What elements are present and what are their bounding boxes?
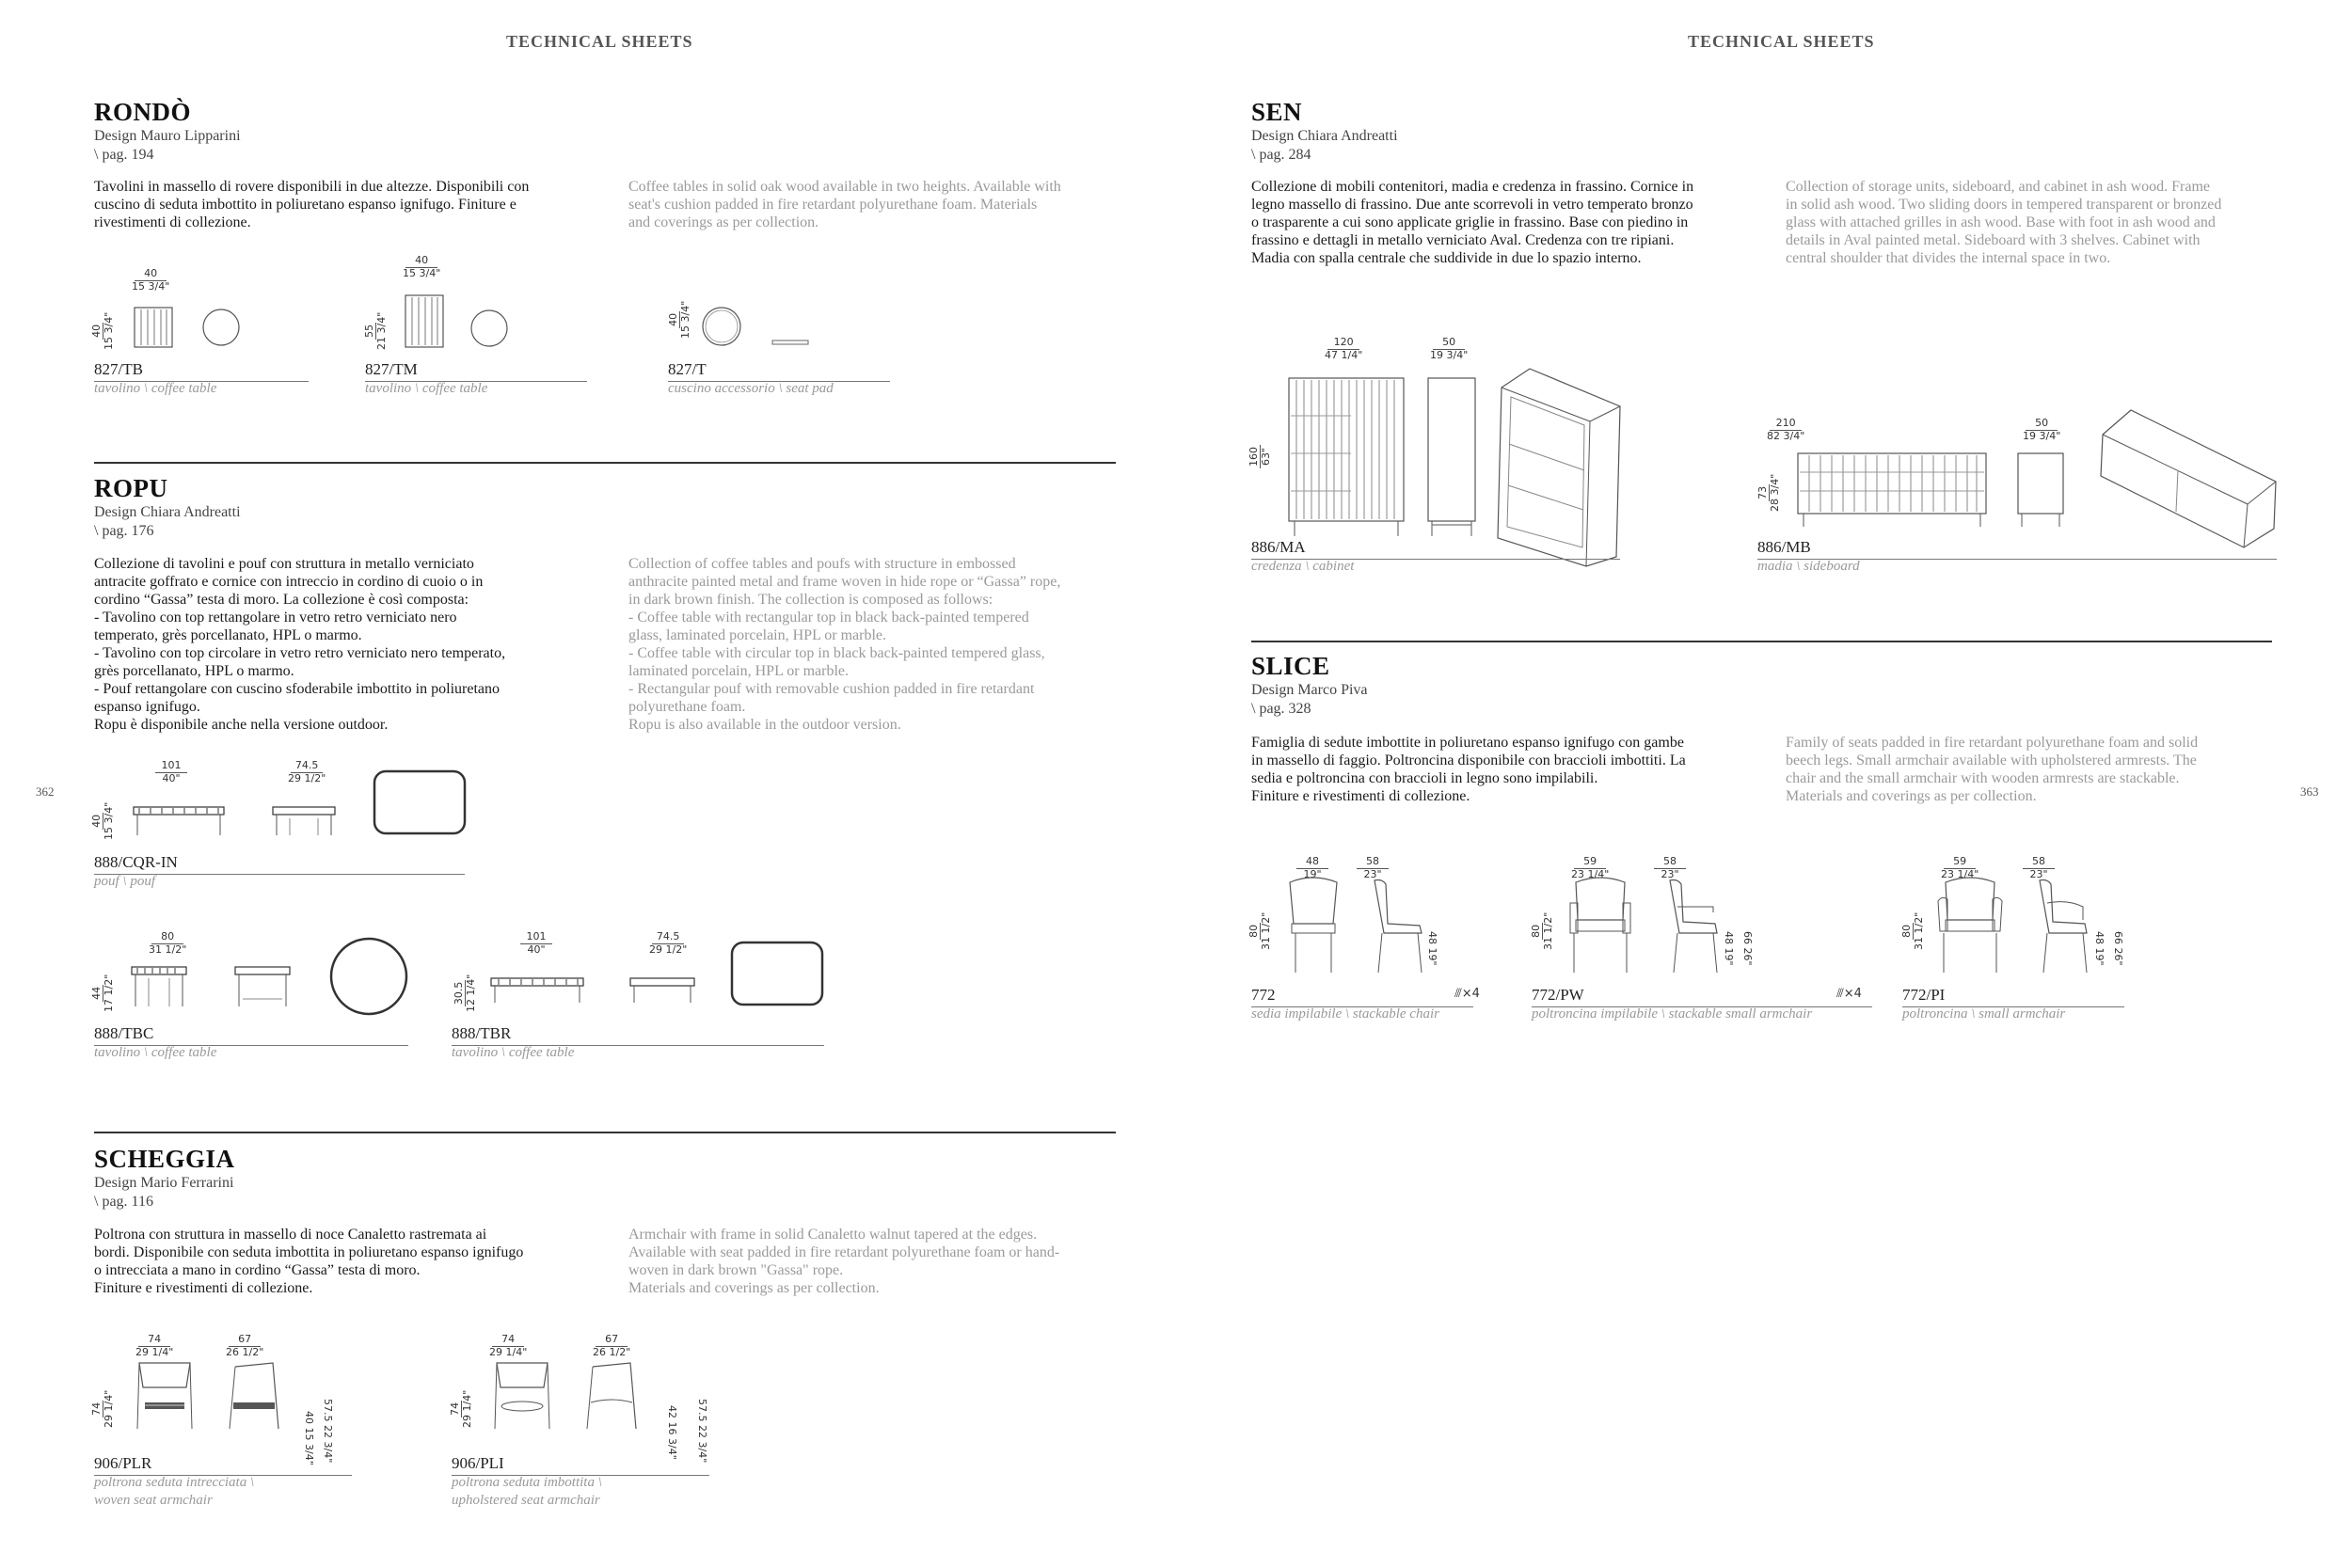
armrest-height-dimension: 57.5 22 3/4" xyxy=(696,1399,708,1464)
product-code: 906/PLR xyxy=(94,1454,352,1476)
armrest-height-dimension: 66 26" xyxy=(2112,931,2124,966)
product-caption: credenza \ cabinet xyxy=(1251,559,1355,574)
description-it: Poltrona con struttura in massello di noce Canaletto rastremata ai bordi. Disponibile con seduta imbottita in poliuretano espanso ignifugo o intrecciata a mano in cordino “Gassa” testa di moro. Finiture e rivestimenti di collezione. xyxy=(94,1227,524,1296)
depth-dimension: 58 23" xyxy=(2023,856,2055,880)
armchair-drawing xyxy=(1936,875,2106,978)
height-dimension: 80 31 1/2" xyxy=(1530,911,1554,950)
product-code: 827/TM xyxy=(365,360,587,382)
product-code: 886/MA xyxy=(1251,538,1620,560)
stackable-badge: ⫻×4 xyxy=(1836,987,1862,1001)
description-en: Family of seats padded in fire retardant polyurethane foam and solid beech legs. Small armchair available with upholstered armrests. The chair and the small armchair with wooden armrests are stackable. Materials and coverings as per collection. xyxy=(1786,735,2199,804)
product-code: 906/PLI xyxy=(452,1454,709,1476)
height-dimension: 44 17 1/2" xyxy=(90,974,115,1012)
height-dimension: 40 15 3/4" xyxy=(90,311,115,350)
section-divider xyxy=(94,462,1116,464)
description-it: Collezione di tavolini e pouf con struttura in metallo verniciato antracite goffrato e cornice con intreccio in cordino di cuoio o in cordino “Gassa” testa di moro. La collezione è così composta: - Tavolino con top rettangolare in vetro retro verniciato nero temperato, grès porcellanato, HPL o marmo. - Tavolino con top circolare in vetro retro verniciato nero temperato, grès porcellanato, HPL o marmo. - Pouf rettangolare con cuscino sfoderabile imbottito in poliuretano espanso ignifugo. Ropu è disponibile anche nella versione outdoor. xyxy=(94,556,506,733)
depth-dimension: 50 19 3/4" xyxy=(1430,336,1469,361)
height-dimension: 74 29 1/4" xyxy=(90,1389,115,1428)
header-left: TECHNICAL SHEETS xyxy=(506,32,693,51)
width-dimension: 120 47 1/4" xyxy=(1325,336,1363,361)
product-caption: poltroncina \ small armchair xyxy=(1902,1006,2066,1022)
product-code: 827/T xyxy=(668,360,890,382)
depth-dimension: 74.5 29 1/2" xyxy=(288,759,326,784)
height-dimension: 30.5 12 1/4" xyxy=(453,974,477,1012)
height-dimension: 40 15 3/4" xyxy=(90,801,115,840)
designer: Design Chiara Andreatti xyxy=(94,504,241,520)
product-title: SCHEGGIA xyxy=(94,1145,235,1173)
product-caption: tavolino \ coffee table xyxy=(365,381,488,396)
page-ref: \ pag. 328 xyxy=(1251,701,1311,717)
sideboard-drawing xyxy=(1792,406,2281,547)
coffee-table-drawing xyxy=(132,937,414,1016)
height-dimension: 80 31 1/2" xyxy=(1248,911,1272,950)
description-it: Tavolini in massello di rovere disponibili in due altezze. Disponibili con cuscino di seduta imbottito in poliuretano espanso ignifugo. Finiture e rivestimenti di collezione. xyxy=(94,179,530,230)
product-code: 772 xyxy=(1251,986,1473,1007)
seat-height-dimension: 42 16 3/4" xyxy=(666,1405,678,1460)
width-dimension: 210 82 3/4" xyxy=(1767,417,1805,442)
depth-dimension: 67 26 1/2" xyxy=(593,1333,631,1358)
width-dimension: 48 19" xyxy=(1296,856,1328,880)
product-caption: tavolino \ coffee table xyxy=(94,1045,217,1060)
product-code: 827/TB xyxy=(94,360,309,382)
height-dimension: 160 63" xyxy=(1248,447,1272,467)
height-dimension: 73 28 3/4" xyxy=(1756,473,1781,512)
description-en: Collection of coffee tables and poufs with structure in embossed anthracite painted metal and frame woven in hide rope or “Gassa” rope, in dark brown finish. The collection is composed as follows: - Coffee table with rectangular top in black back-painted tempered glass, laminated porcelain, HPL or marble. - Coffee table with circular top in black back-painted tempered glass, laminated porcelain, HPL or marble. - Rectangular pouf with removable cushion padded in fire retardant polyurethane foam. Ropu is also available in the outdoor version. xyxy=(628,556,1061,733)
height-dimension: 55 21 3/4" xyxy=(363,311,388,350)
depth-dimension: 74.5 29 1/2" xyxy=(649,930,688,956)
stack-icon: ⫻ xyxy=(1454,987,1462,1001)
product-code: 886/MB xyxy=(1757,538,2277,560)
product-caption: poltroncina impilabile \ stackable small armchair xyxy=(1532,1006,1813,1022)
seat-height-dimension: 48 19" xyxy=(1723,931,1735,966)
width-dimension: 74 29 1/4" xyxy=(135,1333,174,1358)
width-dimension: 80 31 1/2" xyxy=(149,930,187,956)
designer: Design Mauro Lipparini xyxy=(94,128,241,144)
page-ref: \ pag. 176 xyxy=(94,523,154,539)
width-dimension: 59 23 1/4" xyxy=(1941,855,1979,880)
description-en: Collection of storage units, sideboard, and cabinet in ash wood. Frame in solid ash wood. Two sliding doors in tempered transparent or bronzed glass with attached grilles in ash wood. Base with foot in ash wood and details in Aval painted metal. Sideboard with 3 shelves. Cabinet with central shoulder that divides the internal space in two. xyxy=(1786,179,2222,266)
height-dimension: 74 29 1/4" xyxy=(449,1389,473,1428)
width-dimension: 101 40" xyxy=(155,760,187,784)
page-number-right: 363 xyxy=(2300,784,2319,799)
description-en: Coffee tables in solid oak wood available in two heights. Available with seat's cushion padded in fire retardant polyurethane foam. Materials and coverings as per collection. xyxy=(628,179,1061,230)
depth-dimension: 58 23" xyxy=(1654,856,1686,880)
armchair-drawing xyxy=(1566,875,1736,978)
product-code: 888/TBC xyxy=(94,1024,408,1046)
height-dimension: 80 31 1/2" xyxy=(1900,911,1925,950)
section-divider xyxy=(1251,641,2272,642)
width-dimension: 40 15 3/4" xyxy=(403,254,441,279)
cabinet-drawing xyxy=(1285,369,1633,557)
product-code: 772/PI xyxy=(1902,986,2124,1007)
product-title: ROPU xyxy=(94,474,168,502)
coffee-table-drawing xyxy=(489,941,828,1012)
page-number-left: 362 xyxy=(36,784,55,799)
page-ref: \ pag. 116 xyxy=(94,1194,153,1210)
header-right: TECHNICAL SHEETS xyxy=(1688,32,1875,51)
product-code: 888/CQR-IN xyxy=(94,853,465,875)
stack-icon: ⫻ xyxy=(1836,987,1844,1001)
section-divider xyxy=(94,1132,1116,1133)
depth-dimension: 58 23" xyxy=(1357,856,1389,880)
description-it: Famiglia di sedute imbottite in poliuretano espanso ignifugo con gambe in massello di faggio. Poltroncina disponibile con braccioli imbottiti. La sedia e poltroncina con braccioli in legno sono impilabili. Finiture e rivestimenti di collezione. xyxy=(1251,735,1686,804)
product-caption: pouf \ pouf xyxy=(94,874,156,889)
product-title: RONDÒ xyxy=(94,98,191,126)
seat-height-dimension: 40 15 3/4" xyxy=(303,1411,315,1465)
product-title: SEN xyxy=(1251,98,1303,126)
product-code: 888/TBR xyxy=(452,1024,824,1046)
armrest-height-dimension: 57.5 22 3/4" xyxy=(322,1399,334,1464)
product-caption: sedia impilabile \ stackable chair xyxy=(1251,1006,1439,1022)
armchair-drawing xyxy=(489,1359,677,1434)
depth-dimension: 50 19 3/4" xyxy=(2023,417,2061,442)
product-title: SLICE xyxy=(1251,652,1330,680)
designer: Design Marco Piva xyxy=(1251,682,1368,698)
chair-drawing xyxy=(1284,875,1435,978)
seat-height-dimension: 48 19" xyxy=(2093,931,2106,966)
description-it: Collezione di mobili contenitori, madia e credenza in frassino. Cornice in legno massello di frassino. Due ante scorrevoli in vetro temperato bronzo o trasparente a cui sono applicate griglie in frassino. Base con piedino in frassino e dettagli in metallo verniciato Aval. Credenza con tre ripiani. Madia con spalla centrale che suddivide in due lo spazio interno. xyxy=(1251,179,1694,266)
width-dimension: 40 15 3/4" xyxy=(132,267,170,293)
depth-dimension: 67 26 1/2" xyxy=(226,1333,264,1358)
armchair-drawing xyxy=(132,1359,320,1434)
product-code: 772/PW xyxy=(1532,986,1872,1007)
stackable-badge: ⫻×4 xyxy=(1454,987,1480,1001)
width-dimension: 59 23 1/4" xyxy=(1571,855,1610,880)
width-dimension: 101 40" xyxy=(520,931,552,956)
height-dimension: 40 15 3/4" xyxy=(667,300,691,339)
seat-pad-drawing xyxy=(701,306,814,353)
product-caption: cuscino accessorio \ seat pad xyxy=(668,381,834,396)
product-caption: tavolino \ coffee table xyxy=(94,381,217,396)
pouf-drawing xyxy=(132,771,470,837)
product-caption: poltrona seduta imbottita \ upholstered seat armchair xyxy=(452,1475,602,1508)
page-ref: \ pag. 284 xyxy=(1251,147,1311,163)
product-caption: poltrona seduta intrecciata \ woven seat armchair xyxy=(94,1475,255,1508)
seat-height-dimension: 48 19" xyxy=(1426,931,1438,966)
width-dimension: 74 29 1/4" xyxy=(489,1333,528,1358)
designer: Design Chiara Andreatti xyxy=(1251,128,1398,144)
armrest-height-dimension: 66 26" xyxy=(1741,931,1754,966)
product-caption: tavolino \ coffee table xyxy=(452,1045,575,1060)
designer: Design Mario Ferrarini xyxy=(94,1175,234,1191)
description-en: Armchair with frame in solid Canaletto walnut tapered at the edges. Available with seat padded in fire retardant polyurethane foam or hand- woven in dark brown "Gassa" rope. Materials and coverings as per collection. xyxy=(628,1227,1060,1296)
coffee-table-drawing xyxy=(132,306,245,353)
page-ref: \ pag. 194 xyxy=(94,147,154,163)
coffee-table-drawing xyxy=(403,293,516,350)
product-caption: madia \ sideboard xyxy=(1757,559,1860,574)
